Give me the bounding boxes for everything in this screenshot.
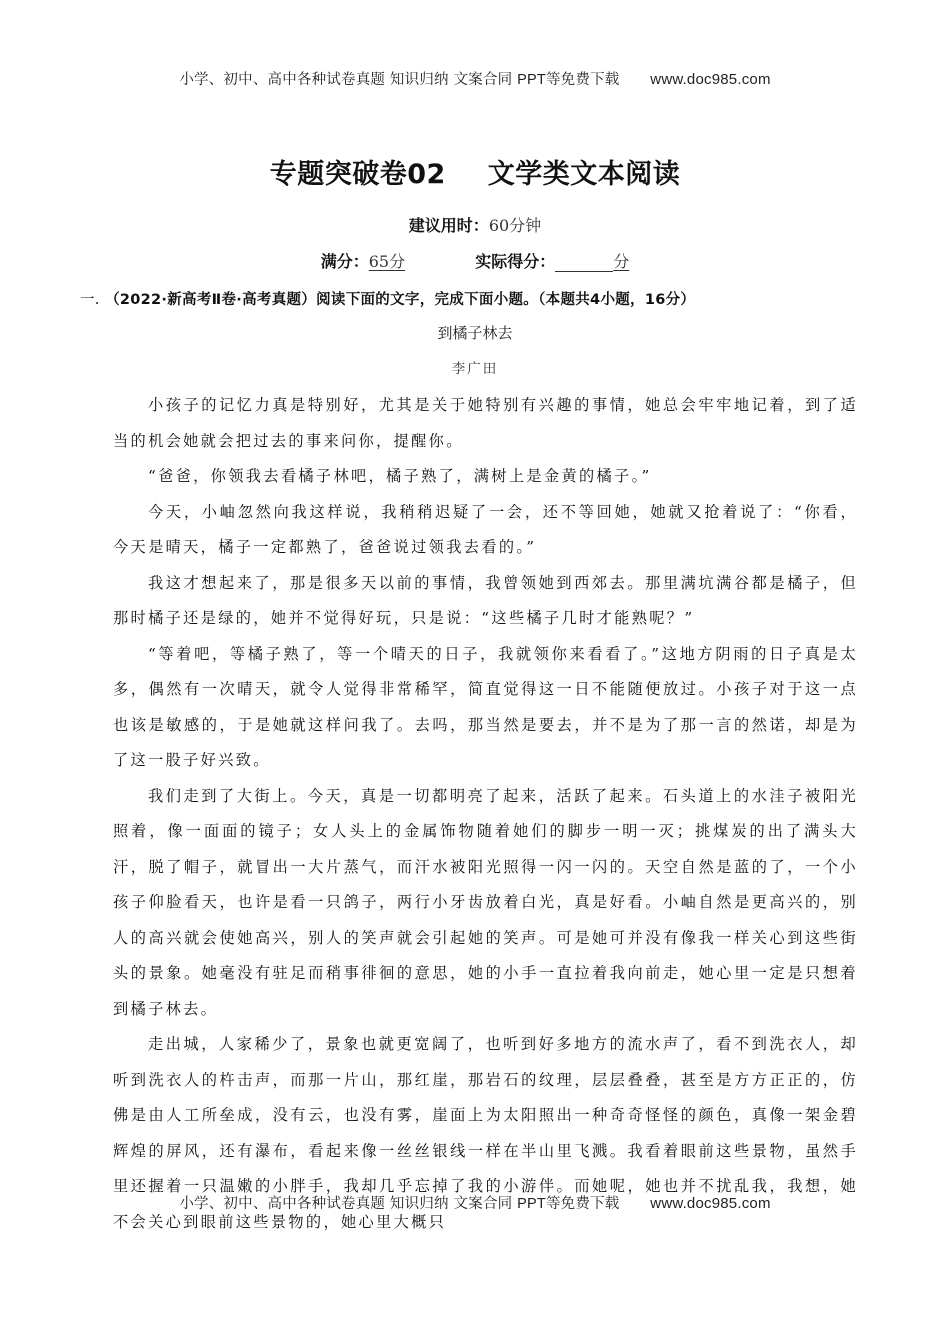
page-title (0, 152, 950, 191)
suggested-time (0, 213, 950, 236)
paragraph: 走出城，人家稀少了，景象也就更宽阔了，也听到好多地方的流水声了，看不到洗衣人，却听到洗衣人的杵击声，而那一片山，那红崖，那岩石的纹理，层层叠叠，甚至是方方正正的，仿佛是由人工所垒成，没有云，也没有雾，崖面上为太阳照出一种奇奇怪怪的颜色，真像一架金碧辉煌的屏风，还有瀑布，看起来像一丝丝银线一样在半山里飞溅。我看着眼前这些景物，虽然手里还握着一只温嫩的小胖手，我却几乎忘掉了我的小游伴。而她呢，她也并不扰乱我，我想，她不会关心到眼前这些景物的，她心里大概只 (113, 1035, 858, 1231)
footer-ppt: PPT (517, 1196, 546, 1212)
paragraph: 今天，小岫忽然向我这样说，我稍稍迟疑了一会，还不等回她，她就又抢着说了：“你看，今天是晴天，橘子一定都熟了，爸爸说过领我去看的。” (113, 502, 858, 556)
actual-score-unit: 分 (613, 252, 630, 271)
header-text: 小学、初中、高中各种试卷真题 知识归纳 文案合同 (179, 72, 513, 88)
story-body (113, 388, 858, 1240)
page-footer (0, 1192, 950, 1213)
question-text: （2022·新高考Ⅱ卷·高考真题）阅读下面的文字，完成下面小题。（本题共4小题，16分） (105, 292, 696, 308)
question-heading (80, 288, 695, 309)
actual-score-label: 实际得分： (475, 252, 556, 271)
time-label: 建议用时： (408, 216, 489, 235)
paragraph: 我们走到了大街上。今天，真是一切都明亮了起来，活跃了起来。石头道上的水洼子被阳光照着，像一面面的镜子；女人头上的金属饰物随着她们的脚步一明一灭；挑煤炭的出了满头大汗，脱了帽子，就冒出一大片蒸气，而汗水被阳光照得一闪一闪的。天空自然是蓝的了，一个小孩子仰脸看天，也许是看一只鸽子，两行小牙齿放着白光，真是好看。小岫自然是更高兴的，别人的高兴就会使她高兴，别人的笑声就会引起她的笑声。可是她可并没有像我一样关心到这些街头的景象。她毫没有驻足而稍事徘徊的意思，她的小手一直拉着我向前走，她心里一定是只想着到橘子林去。 (113, 786, 858, 1018)
title-part1: 专题突破卷02 (269, 159, 446, 190)
footer-text2: 等免费下载 (545, 1196, 620, 1212)
paragraph: 小孩子的记忆力真是特别好，尤其是关于她特别有兴趣的事情，她总会牢牢地记着，到了适当的机会她就会把过去的事来问你，提醒你。 (113, 396, 858, 450)
question-number: 一. (80, 292, 100, 308)
paragraph: 我这才想起来了，那是很多天以前的事情，我曾领她到西郊去。那里满坑满谷都是橘子，但那时橘子还是绿的，她并不觉得好玩，只是说：“这些橘子几时才能熟呢？” (113, 573, 858, 627)
footer-text: 小学、初中、高中各种试卷真题 知识归纳 文案合同 (179, 1196, 513, 1212)
paragraph: “爸爸，你领我去看橘子林吧，橘子熟了，满树上是金黄的橘子。” (147, 467, 652, 485)
header-url[interactable]: www.doc985.com (650, 71, 771, 88)
paragraph: “等着吧，等橘子熟了，等一个晴天的日子，我就领你来看看了。”这地方阴雨的日子真是太多，偶然有一次晴天，就令人觉得非常稀罕，简直觉得这一日不能随便放过。小孩子对于这一点也该是敏感的，于是她就这样问我了。去吗，那当然是要去，并不是为了那一言的然诺，却是为了这一股子好兴致。 (113, 644, 858, 769)
score-line (0, 249, 950, 272)
actual-score-blank[interactable] (555, 255, 613, 272)
footer-url[interactable]: www.doc985.com (650, 1195, 771, 1212)
page-header (0, 68, 950, 89)
story-author: 李广田 (451, 361, 499, 377)
header-ppt: PPT (517, 72, 546, 88)
full-score-label: 满分： (320, 252, 369, 271)
time-value: 60分钟 (488, 216, 542, 235)
header-text2: 等免费下载 (545, 72, 620, 88)
title-part2: 文学类文本阅读 (487, 159, 681, 190)
story-title: 到橘子林去 (437, 324, 513, 342)
full-score-value: 65分 (368, 252, 406, 271)
